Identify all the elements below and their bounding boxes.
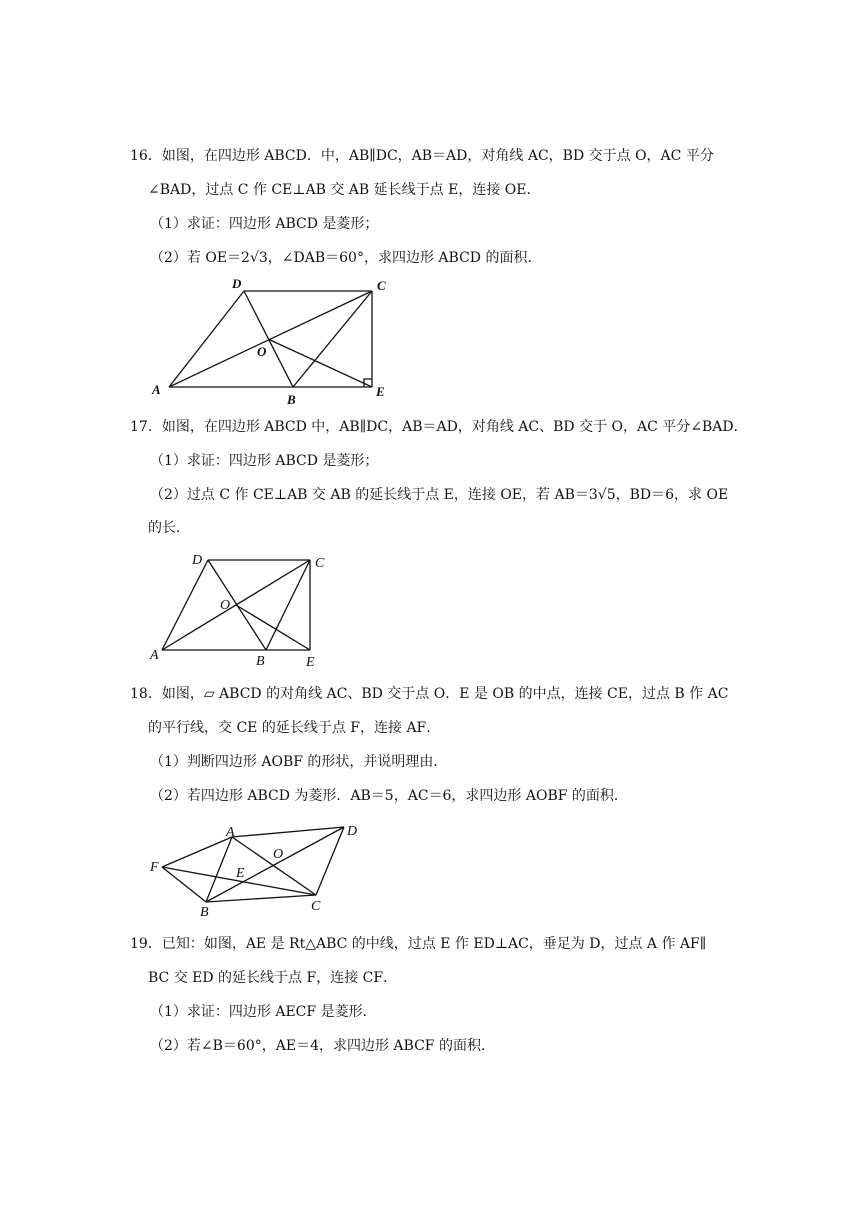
label-O: O [273, 847, 284, 862]
problem-18-line-1: 18．如图，▱ ABCD 的对角线 AC、BD 交于点 O．E 是 OB 的中点，连接 CE，过点 B 作 AC [130, 686, 729, 702]
problem-18-figure [140, 815, 380, 925]
label-E: E [236, 866, 245, 881]
problem-16-line-2: ∠BAD，过点 C 作 CE⊥AB 交 AB 延长线于点 E，连接 OE． [148, 182, 541, 198]
problem-18-line-2: 的平行线，交 CE 的延长线于点 F，连接 AF． [148, 720, 441, 736]
problem-16-part-2: （2）若 OE＝2√3，∠DAB＝60°，求四边形 ABCD 的面积． [150, 250, 542, 266]
problem-19-line-1: 19．已知：如图，AE 是 Rt△ABC 的中线，过点 E 作 ED⊥AC，垂足为 D，过点 A 作 AF∥ [130, 936, 707, 952]
label-A: A [152, 382, 161, 397]
problem-17-line-1: 17．如图，在四边形 ABCD 中，AB∥DC，AB＝AD，对角线 AC、BD 交于 O，AC 平分∠BAD． [130, 419, 748, 435]
label-B: B [200, 905, 209, 920]
label-O: O [257, 344, 267, 359]
problem-17-part-1: （1）求证：四边形 ABCD 是菱形； [150, 453, 379, 469]
problem-17-part-2: （2）过点 C 作 CE⊥AB 交 AB 的延长线于点 E，连接 OE，若 AB＝3√5，BD＝6，求 OE [150, 487, 729, 503]
label-F: F [150, 860, 159, 875]
label-B: B [287, 392, 296, 407]
problem-17-line-4: 的长． [148, 520, 190, 536]
label-E: E [376, 384, 385, 399]
label-E: E [306, 655, 315, 670]
problem-17-figure [140, 548, 340, 673]
problem-18-part-1: （1）判断四边形 AOBF 的形状，并说明理由． [150, 754, 448, 770]
problem-18-part-2: （2）若四边形 ABCD 为菱形．AB＝5，AC＝6，求四边形 AOBF 的面积． [150, 788, 628, 804]
label-C: C [311, 899, 321, 914]
problem-16-figure [140, 272, 400, 407]
label-D: D [192, 553, 203, 568]
label-C: C [377, 278, 386, 293]
label-D: D [347, 824, 358, 839]
problem-19-part-1: （1）求证：四边形 AECF 是菱形． [150, 1004, 377, 1020]
label-B: B [256, 654, 265, 669]
label-C: C [315, 556, 325, 571]
label-A: A [226, 825, 235, 840]
problem-16-line-1: 16．如图，在四边形 ABCD．中，AB∥DC，AB＝AD，对角线 AC，BD 交于点 O，AC 平分 [130, 148, 714, 164]
problem-19-part-2: （2）若∠B＝60°，AE＝4，求四边形 ABCF 的面积． [150, 1038, 495, 1054]
label-A: A [150, 648, 159, 663]
label-D: D [232, 276, 242, 291]
problem-16-part-1: （1）求证：四边形 ABCD 是菱形； [150, 216, 379, 232]
label-O: O [220, 598, 231, 613]
problem-19-line-2: BC 交 ED 的延长线于点 F，连接 CF． [148, 970, 398, 986]
